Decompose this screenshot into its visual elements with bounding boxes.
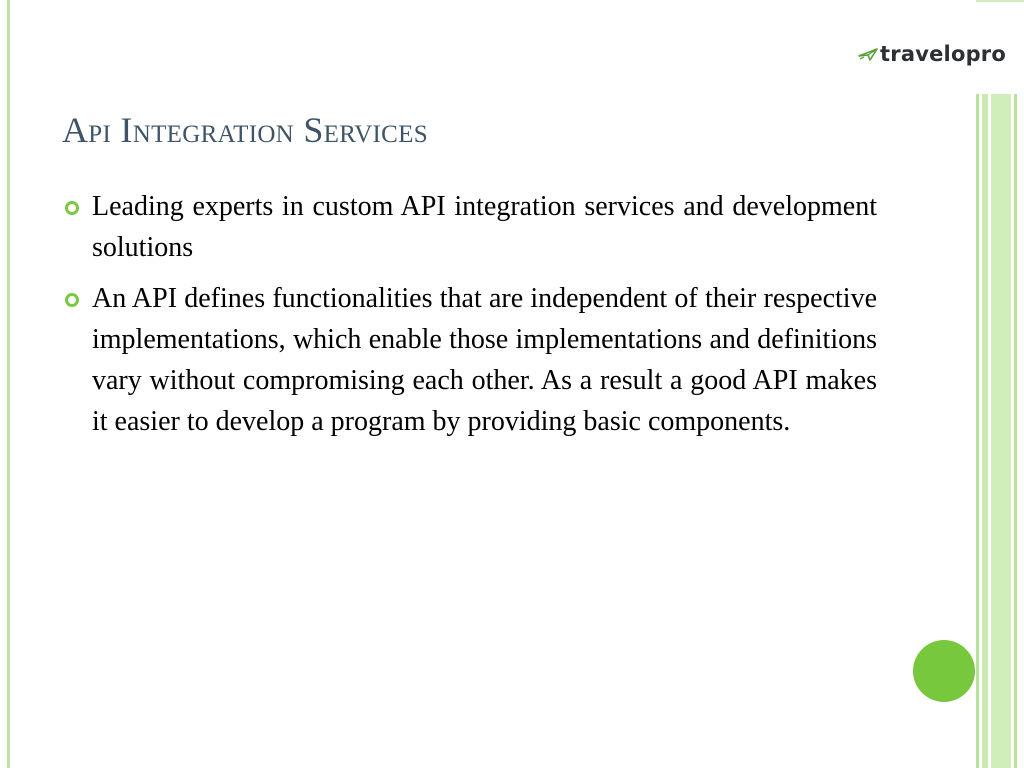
- stripe: [976, 94, 979, 768]
- stripe: [991, 94, 1011, 768]
- paper-plane-icon: [858, 47, 878, 61]
- bullet-circle-icon: [65, 201, 79, 215]
- stripe: [1014, 94, 1017, 768]
- list-item: [62, 278, 877, 442]
- bullet-list: [62, 186, 877, 452]
- green-circle-decoration: [913, 640, 975, 702]
- slide-title: Api Integration Services: [62, 110, 428, 150]
- list-item: [62, 186, 877, 268]
- travelopro-logo: [858, 40, 1006, 68]
- logo-text: travelopro: [880, 42, 1006, 66]
- stripe: [982, 94, 988, 768]
- bullet-text: Leading experts in custom API integration services and development solutions: [92, 191, 877, 263]
- bullet-circle-icon: [65, 293, 79, 307]
- bullet-text: An API defines functionalities that are independent of their respective implementations, which enable those implementations and definitions vary without compromising each other. As a result a good API makes it easier to develop a program by providing basic components.: [92, 283, 877, 437]
- left-border-line: [7, 0, 10, 768]
- right-stripe-decoration: [972, 0, 1024, 768]
